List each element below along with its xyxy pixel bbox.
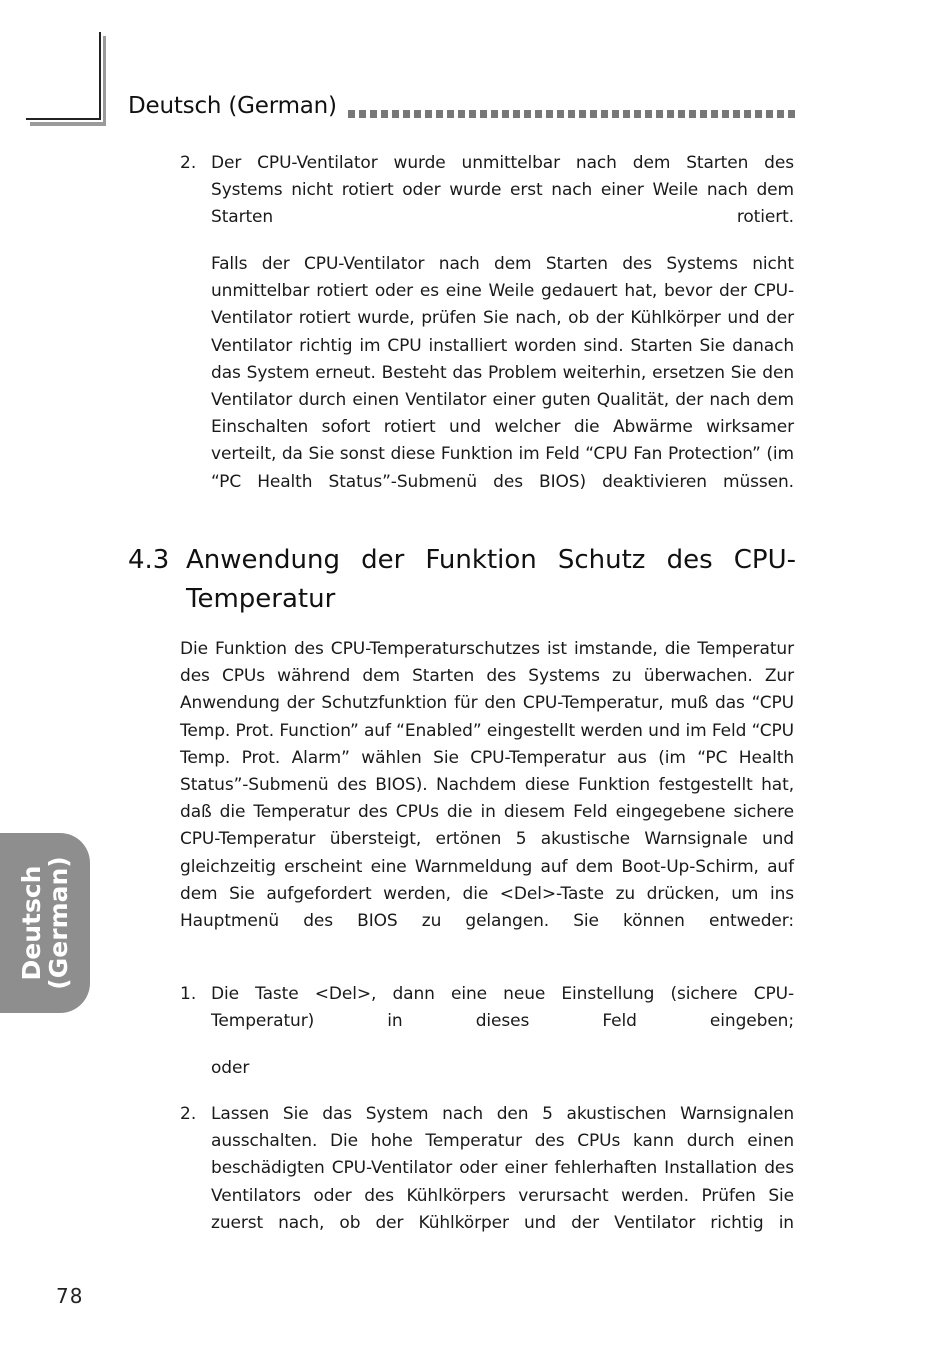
or-text: oder [211,1058,250,1078]
list-item-text: Die Taste <Del>, dann eine neue Einstellung (sichere CPU-Temperatur) in dieses Feld eingeben; [211,984,794,1032]
list-number: 1. [180,984,197,1004]
section-intro-paragraph: Die Funktion des CPU-Temperaturschutzes ist imstande, die Temperatur des CPUs während dem Starten des Systems zu überwachen. Zur Anwendung der Schutzfunktion für den CPU-Temperatur, muß das “CPU Temp. Prot. Function” auf “Enabled” eingestellt werden und im Feld “CPU Temp. Prot. Alarm” wählen Sie CPU-Temperatur aus (im “PC Health Status”-Submenü des BIOS). Nachdem diese Funktion festgestellt hat, daß die Temperatur des CPUs die in diesem Feld eingegebene sichere CPU-Temperatur übersteigt, ertönen 5 akustische Warnsignale und gleichzeitig erscheint eine Warnmeldung auf dem Boot-Up-Schirm, auf dem Sie aufgefordert werden, die <Del>-Taste zu drücken, um ins Hauptmenü des BIOS zu gelangen. Sie können entweder: [180,639,794,932]
language-side-tab [0,833,90,1013]
corner-mark-shadow [103,36,106,126]
header-dotted-rule [348,110,795,118]
page-number: 78 [56,1284,84,1308]
corner-mark-shadow [30,122,106,126]
list-item-detail: Falls der CPU-Ventilator nach dem Starten des Systems nicht unmittelbar rotiert oder es eine Weile gedauert hat, bevor der CPU-Ventilator rotiert wurde, prüfen Sie nach, ob der Kühlkörper und der Ventilator richtig im CPU installiert worden sind. Starten Sie danach das System erneut. Besteht das Problem weiterhin, ersetzen Sie den Ventilator durch einen Ventilator einer guten Qualität, der nach dem Einschalten sofort rotiert und welcher die Abwärme wirksamer verteilt, da Sie sonst diese Funktion im Feld “CPU Fan Protection” (im “PC Health Status”-Submenü des BIOS) deaktivieren müssen. [211,254,794,492]
section-number: 4.3 [128,545,170,575]
list-number: 2. [180,153,197,173]
corner-mark [99,32,101,120]
corner-mark [26,118,101,120]
list-item-text: Lassen Sie das System nach den 5 akustischen Warnsignalen ausschalten. Die hohe Temperatur des CPUs kann durch einen beschädigten CPU-Ventilator oder einer fehlerhaften Installation des Ventilators oder des Kühlkörpers verursacht werden. Prüfen Sie zuerst nach, ob der Kühlkörper und der Ventilator richtig in [211,1104,794,1233]
running-header: Deutsch (German) [128,93,337,119]
side-tab-label: Deutsch (German) [17,856,73,990]
list-item-text: Der CPU-Ventilator wurde unmittelbar nach dem Starten des Systems nicht rotiert oder wurde erst nach einer Weile nach dem Starten rotiert. [211,153,794,228]
list-number: 2. [180,1104,197,1124]
section-title: Anwendung der Funktion Schutz des CPU-Temperatur [186,545,796,614]
